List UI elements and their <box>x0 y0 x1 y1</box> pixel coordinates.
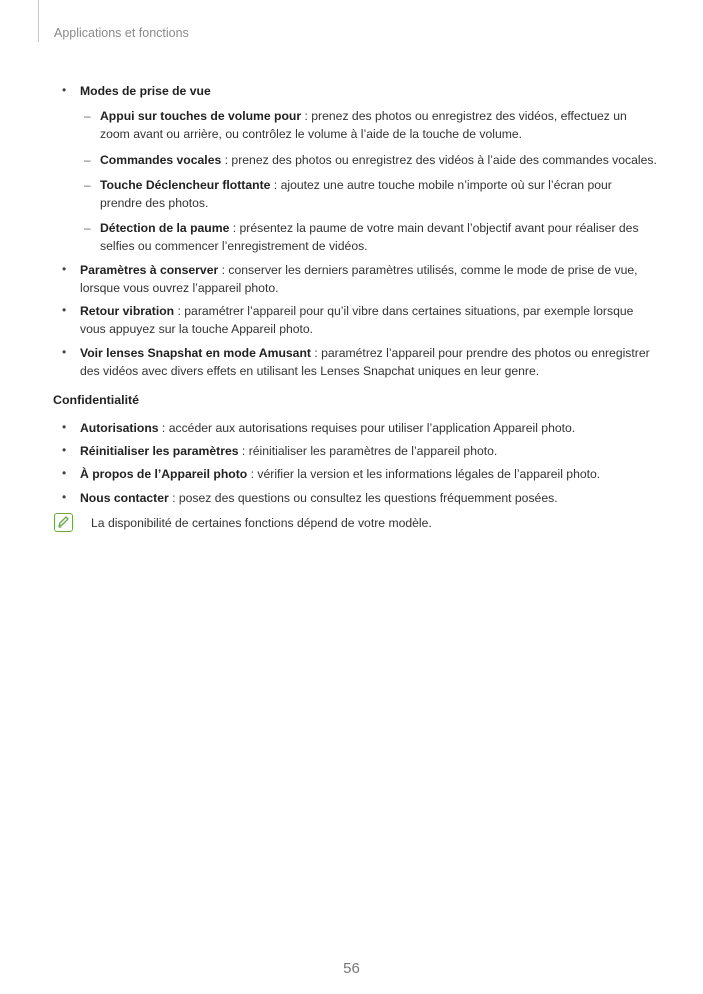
item-paume-label: Détection de la paume <box>100 221 230 235</box>
page-number: 56 <box>343 960 360 977</box>
item-autorisations-label: Autorisations <box>80 421 159 435</box>
bullet-icon: • <box>62 83 67 97</box>
item-modes-label: Modes de prise de vue <box>80 84 211 98</box>
bullet-icon: • <box>62 420 67 434</box>
item-apropos-text1: : vérifier la version et les informations légales de l’appareil photo. <box>247 467 601 481</box>
item-appui-label: Appui sur touches de volume pour <box>100 109 302 123</box>
bullet-icon: • <box>62 262 67 276</box>
bullet-icon: • <box>62 466 67 480</box>
item-declencheur-label: Touche Déclencheur flottante <box>100 178 271 192</box>
item-appui-text2: zoom avant ou arrière, ou contrôlez le volume à l’aide de la touche de volume. <box>100 127 523 141</box>
item-reinitialiser <box>80 443 497 460</box>
item-retour <box>80 303 633 320</box>
item-contact-text1: : posez des questions ou consultez les questions fréquemment posées. <box>168 491 558 505</box>
note-text: La disponibilité de certaines fonctions dépend de votre modèle. <box>91 516 432 530</box>
item-contact <box>80 490 558 507</box>
item-parametres-text2: lorsque vous ouvrez l’appareil photo. <box>80 281 279 295</box>
item-snapshat-text2: des vidéos avec divers effets en utilisant les Lenses Snapchat uniques en leur genre. <box>80 364 540 378</box>
item-apropos <box>80 466 600 483</box>
item-retour-text2: vous appuyez sur la touche Appareil photo. <box>80 322 314 336</box>
dash-icon: – <box>84 178 91 192</box>
item-declencheur-text1: : ajoutez une autre touche mobile n’importe où sur l’écran pour <box>270 178 612 192</box>
item-autorisations-text1: : accéder aux autorisations requises pour utiliser l’application Appareil photo. <box>158 421 576 435</box>
item-reinitialiser-text1: : réinitialiser les paramètres de l’appareil photo. <box>238 444 498 458</box>
dash-icon: – <box>84 153 91 167</box>
section-heading-privacy: Confidentialité <box>53 393 140 407</box>
item-apropos-label: À propos de l’Appareil photo <box>80 467 248 481</box>
bullet-icon: • <box>62 443 67 457</box>
bullet-icon: • <box>62 490 67 504</box>
item-autorisations <box>80 420 575 437</box>
item-commandes <box>100 152 657 169</box>
item-paume <box>100 220 639 237</box>
item-appui <box>100 108 627 125</box>
dash-icon: – <box>84 109 91 123</box>
bullet-icon: • <box>62 303 67 317</box>
header-title: Applications et fonctions <box>54 26 189 40</box>
dash-icon: – <box>84 221 91 235</box>
item-parametres <box>80 262 638 279</box>
item-paume-text1: : présentez la paume de votre main devant l’objectif avant pour réaliser des <box>229 221 639 235</box>
item-parametres-label: Paramètres à conserver <box>80 263 219 277</box>
item-reinitialiser-label: Réinitialiser les paramètres <box>80 444 239 458</box>
item-declencheur-text2: prendre des photos. <box>100 196 209 210</box>
note-pencil-icon <box>54 513 73 532</box>
item-declencheur <box>100 177 612 194</box>
item-snapshat <box>80 345 650 362</box>
item-contact-label: Nous contacter <box>80 491 169 505</box>
item-commandes-text1: : prenez des photos ou enregistrez des vidéos à l’aide des commandes vocales. <box>221 153 657 167</box>
header-rule <box>38 0 39 42</box>
item-commandes-label: Commandes vocales <box>100 153 222 167</box>
item-parametres-text1: : conserver les derniers paramètres utilisés, comme le mode de prise de vue, <box>218 263 638 277</box>
item-paume-text2: selfies ou commencer l’enregistrement de vidéos. <box>100 239 368 253</box>
item-snapshat-text1: : paramétrez l’appareil pour prendre des photos ou enregistrer <box>310 346 650 360</box>
item-snapshat-label: Voir lenses Snapshat en mode Amusant <box>80 346 311 360</box>
item-retour-label: Retour vibration <box>80 304 175 318</box>
item-appui-text1: : prenez des photos ou enregistrez des vidéos, effectuez un <box>301 109 627 123</box>
bullet-icon: • <box>62 345 67 359</box>
item-retour-text1: : paramétrer l’appareil pour qu’il vibre dans certaines situations, par exemple lorsque <box>174 304 634 318</box>
